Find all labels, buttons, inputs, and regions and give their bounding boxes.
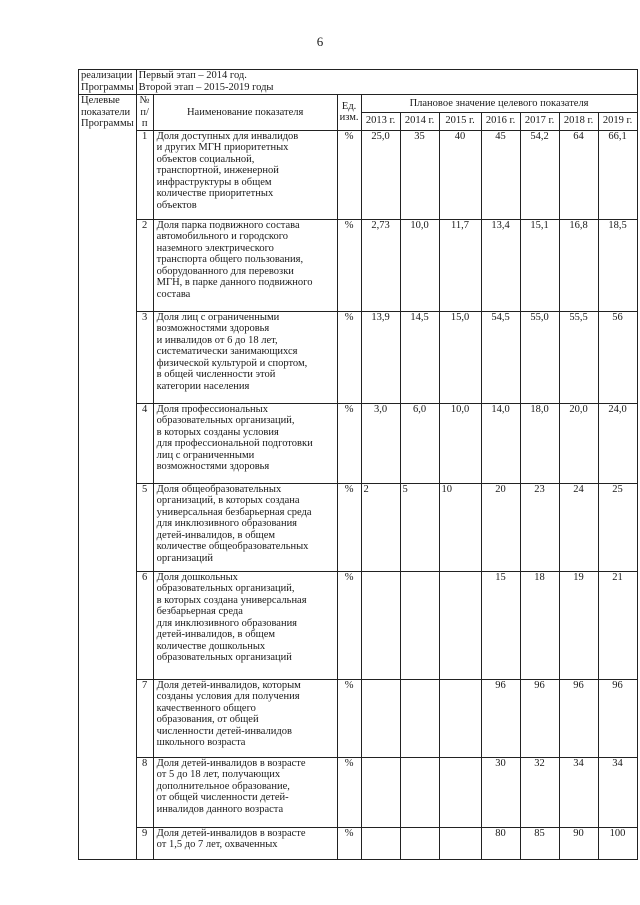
unit: % xyxy=(337,483,361,571)
value-2016: 45 xyxy=(481,130,520,219)
num-col-header: № п/п xyxy=(136,95,153,131)
year-header-3: 2016 г. xyxy=(481,112,520,130)
value-2015 xyxy=(439,827,481,859)
indicator-name: Доля детей-инвалидов в возрасте от 5 до 18 лет, получающих дополнительное образование, от общей численности детей- инвалидов данного возраста xyxy=(153,757,337,827)
value-2013 xyxy=(361,827,400,859)
value-2017: 18 xyxy=(520,571,559,679)
row-number: 4 xyxy=(136,403,153,483)
value-2013 xyxy=(361,757,400,827)
table-row xyxy=(79,757,638,827)
value-2014: 6,0 xyxy=(400,403,439,483)
value-2017: 54,2 xyxy=(520,130,559,219)
value-2019: 18,5 xyxy=(598,219,637,311)
value-2014 xyxy=(400,571,439,679)
unit: % xyxy=(337,679,361,757)
value-2017: 55,0 xyxy=(520,311,559,403)
targets-label-cell xyxy=(79,483,137,571)
page-number: 6 xyxy=(316,34,324,49)
value-2015: 11,7 xyxy=(439,219,481,311)
indicator-name: Доля лиц с ограниченными возможностями здоровья и инвалидов от 6 до 18 лет, систематически занимающихся физической культурой и спортом, в общей численности этой категории населения xyxy=(153,311,337,403)
value-2019: 96 xyxy=(598,679,637,757)
value-2018: 34 xyxy=(559,757,598,827)
table-row xyxy=(79,130,638,219)
unit: % xyxy=(337,311,361,403)
value-2015: 15,0 xyxy=(439,311,481,403)
value-2015: 10,0 xyxy=(439,403,481,483)
value-2014 xyxy=(400,827,439,859)
indicator-name: Доля доступных для инвалидов и других МГН приоритетных объектов социальной, транспортной, инженерной инфраструктуры в общем количестве приоритетных объектов xyxy=(153,130,337,219)
value-2015 xyxy=(439,757,481,827)
value-2018: 20,0 xyxy=(559,403,598,483)
indicator-name: Доля дошкольных образовательных организаций, в которых создана универсальная безбарьерная среда для инклюзивного образования детей-инвалидов, в общем количестве дошкольных образовательных организаций xyxy=(153,571,337,679)
value-2016: 96 xyxy=(481,679,520,757)
row-number: 7 xyxy=(136,679,153,757)
targets-label: Целевые показатели Программы xyxy=(79,95,137,131)
period-label: реализации Программы xyxy=(79,70,137,95)
targets-label-cell xyxy=(79,130,137,219)
targets-label-cell xyxy=(79,219,137,311)
unit: % xyxy=(337,219,361,311)
value-2013: 2,73 xyxy=(361,219,400,311)
value-2019: 21 xyxy=(598,571,637,679)
indicators-table xyxy=(78,69,638,860)
value-2016: 20 xyxy=(481,483,520,571)
value-2014 xyxy=(400,757,439,827)
indicator-name: Доля профессиональных образовательных организаций, в которых созданы условия для профессиональной подготовки лиц с ограниченными возможностями здоровья xyxy=(153,403,337,483)
value-2017: 96 xyxy=(520,679,559,757)
row-number: 9 xyxy=(136,827,153,859)
plan-col-header: Плановое значение целевого показателя xyxy=(361,95,637,113)
name-col-header: Наименование показателя xyxy=(153,95,337,131)
value-2016: 13,4 xyxy=(481,219,520,311)
year-header-6: 2019 г. xyxy=(598,112,637,130)
row-number: 3 xyxy=(136,311,153,403)
unit-col-header: Ед. изм. xyxy=(337,95,361,131)
unit: % xyxy=(337,757,361,827)
value-2013 xyxy=(361,571,400,679)
value-2019: 100 xyxy=(598,827,637,859)
row-number: 1 xyxy=(136,130,153,219)
value-2018: 90 xyxy=(559,827,598,859)
value-2013: 25,0 xyxy=(361,130,400,219)
value-2013: 13,9 xyxy=(361,311,400,403)
targets-label-cell xyxy=(79,757,137,827)
value-2013: 2 xyxy=(361,483,400,571)
targets-label-cell xyxy=(79,311,137,403)
indicator-name: Доля парка подвижного состава автомобильного и городского наземного электрического транспорта общего пользования, оборудованного для перевозки МГН, в парке данного подвижного состава xyxy=(153,219,337,311)
table-row xyxy=(79,571,638,679)
value-2014: 14,5 xyxy=(400,311,439,403)
unit: % xyxy=(337,827,361,859)
value-2016: 30 xyxy=(481,757,520,827)
table-row xyxy=(79,679,638,757)
year-header-1: 2014 г. xyxy=(400,112,439,130)
value-2017: 85 xyxy=(520,827,559,859)
value-2015 xyxy=(439,571,481,679)
value-2016: 14,0 xyxy=(481,403,520,483)
targets-label-cell xyxy=(79,679,137,757)
value-2016: 54,5 xyxy=(481,311,520,403)
value-2017: 23 xyxy=(520,483,559,571)
value-2018: 24 xyxy=(559,483,598,571)
row-number: 2 xyxy=(136,219,153,311)
table-row xyxy=(79,219,638,311)
table-row xyxy=(79,483,638,571)
unit: % xyxy=(337,403,361,483)
value-2016: 80 xyxy=(481,827,520,859)
row-number: 8 xyxy=(136,757,153,827)
targets-label-cell xyxy=(79,403,137,483)
value-2013: 3,0 xyxy=(361,403,400,483)
value-2016: 15 xyxy=(481,571,520,679)
value-2013 xyxy=(361,679,400,757)
value-2014: 10,0 xyxy=(400,219,439,311)
value-2014: 35 xyxy=(400,130,439,219)
value-2018: 64 xyxy=(559,130,598,219)
row-number: 6 xyxy=(136,571,153,679)
value-2015 xyxy=(439,679,481,757)
value-2018: 55,5 xyxy=(559,311,598,403)
value-2015: 40 xyxy=(439,130,481,219)
value-2015: 10 xyxy=(439,483,481,571)
indicator-name: Доля детей-инвалидов в возрасте от 1,5 до 7 лет, охваченных xyxy=(153,827,337,859)
table-row xyxy=(79,827,638,859)
year-header-2: 2015 г. xyxy=(439,112,481,130)
targets-label-cell xyxy=(79,827,137,859)
period-text: Первый этап – 2014 год. Второй этап – 2015-2019 годы xyxy=(136,70,637,95)
value-2018: 19 xyxy=(559,571,598,679)
value-2018: 96 xyxy=(559,679,598,757)
year-header-4: 2017 г. xyxy=(520,112,559,130)
value-2014: 5 xyxy=(400,483,439,571)
unit: % xyxy=(337,130,361,219)
targets-label-cell xyxy=(79,571,137,679)
row-number: 5 xyxy=(136,483,153,571)
value-2018: 16,8 xyxy=(559,219,598,311)
value-2019: 56 xyxy=(598,311,637,403)
value-2019: 34 xyxy=(598,757,637,827)
year-header-0: 2013 г. xyxy=(361,112,400,130)
table-row xyxy=(79,403,638,483)
indicator-name: Доля детей-инвалидов, которым созданы условия для получения качественного общего образования, от общей численности детей-инвалидов школьного возраста xyxy=(153,679,337,757)
value-2019: 24,0 xyxy=(598,403,637,483)
value-2017: 32 xyxy=(520,757,559,827)
value-2019: 25 xyxy=(598,483,637,571)
year-header-5: 2018 г. xyxy=(559,112,598,130)
table-row xyxy=(79,311,638,403)
value-2017: 15,1 xyxy=(520,219,559,311)
value-2017: 18,0 xyxy=(520,403,559,483)
value-2019: 66,1 xyxy=(598,130,637,219)
indicator-name: Доля общеобразовательных организаций, в которых создана универсальная безбарьерная среда для инклюзивного образования детей-инвалидов, в общем количестве общеобразовательных организаций xyxy=(153,483,337,571)
value-2014 xyxy=(400,679,439,757)
unit: % xyxy=(337,571,361,679)
